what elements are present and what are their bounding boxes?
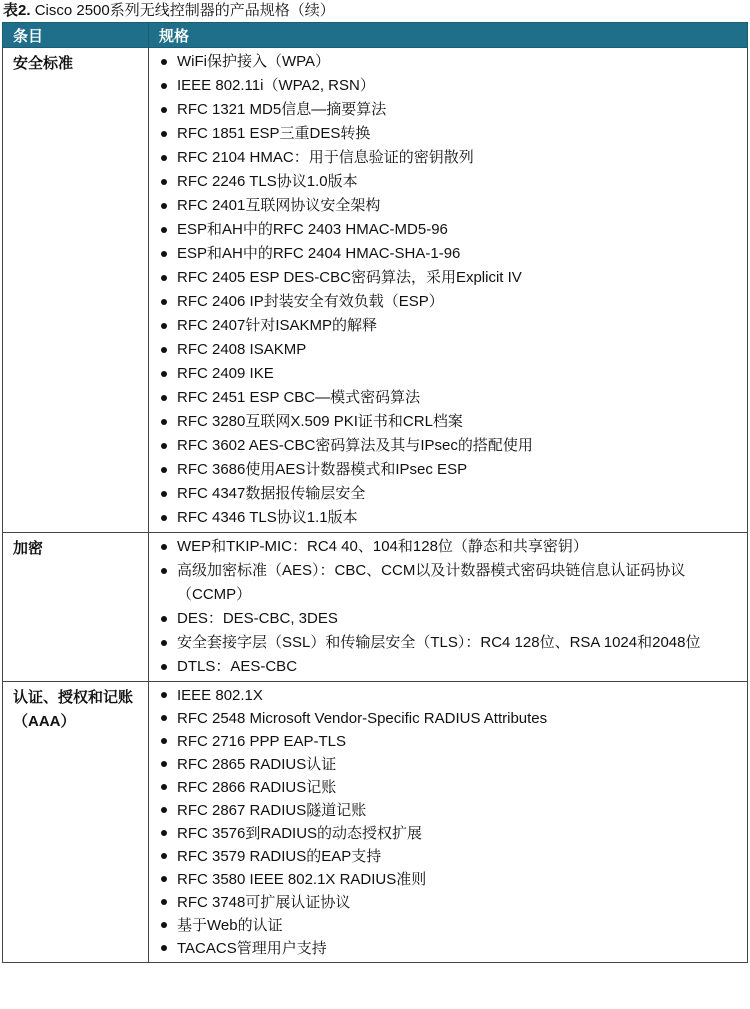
list-item: RFC 2716 PPP EAP-TLS	[155, 730, 741, 753]
list-item: RFC 4346 TLS协议1.1版本	[155, 506, 741, 530]
header-item: 条目	[3, 23, 149, 48]
list-item: RFC 1851 ESP三重DES转换	[155, 122, 741, 146]
spec-list	[155, 50, 741, 530]
list-item: RFC 3686使用AES计数器模式和IPsec ESP	[155, 458, 741, 482]
spec-cell	[149, 533, 748, 682]
table-row	[3, 48, 748, 533]
list-item: DES：DES-CBC, 3DES	[155, 607, 741, 631]
list-item: DTLS：AES-CBC	[155, 655, 741, 679]
list-item: RFC 2104 HMAC：用于信息验证的密钥散列	[155, 146, 741, 170]
spec-list	[155, 684, 741, 960]
list-item: RFC 3280互联网X.509 PKI证书和CRL档案	[155, 410, 741, 434]
list-item: RFC 3602 AES-CBC密码算法及其与IPsec的搭配使用	[155, 434, 741, 458]
list-item: RFC 1321 MD5信息—摘要算法	[155, 98, 741, 122]
list-item: RFC 2246 TLS协议1.0版本	[155, 170, 741, 194]
list-item: TACACS管理用户支持	[155, 937, 741, 960]
list-item: RFC 2409 IKE	[155, 362, 741, 386]
table-row	[3, 533, 748, 682]
list-item: RFC 2865 RADIUS认证	[155, 753, 741, 776]
spec-list	[155, 535, 741, 679]
list-item: RFC 2408 ISAKMP	[155, 338, 741, 362]
list-item: WEP和TKIP-MIC：RC4 40、104和128位（静态和共享密钥）	[155, 535, 741, 559]
list-item: WiFi保护接入（WPA）	[155, 50, 741, 74]
list-item: RFC 2401互联网协议安全架构	[155, 194, 741, 218]
list-item: RFC 2405 ESP DES-CBC密码算法，采用Explicit IV	[155, 266, 741, 290]
list-item: RFC 2866 RADIUS记账	[155, 776, 741, 799]
spec-table	[2, 22, 748, 963]
header-row	[3, 23, 748, 48]
list-item: 基于Web的认证	[155, 914, 741, 937]
list-item: RFC 3579 RADIUS的EAP支持	[155, 845, 741, 868]
list-item: IEEE 802.11i（WPA2, RSN）	[155, 74, 741, 98]
table-caption	[3, 2, 335, 20]
list-item: ESP和AH中的RFC 2403 HMAC-MD5-96	[155, 218, 741, 242]
list-item: RFC 2867 RADIUS隧道记账	[155, 799, 741, 822]
table-caption-text: Cisco 2500系列无线控制器的产品规格（续）	[34, 2, 335, 19]
category-security-standards: 安全标准	[3, 48, 149, 533]
list-item: RFC 3748可扩展认证协议	[155, 891, 741, 914]
list-item: IEEE 802.1X	[155, 684, 741, 707]
list-item: 高级加密标准（AES）：CBC、CCM以及计数器模式密码块链信息认证码协议（CCMP）	[155, 559, 741, 607]
list-item: RFC 4347数据报传输层安全	[155, 482, 741, 506]
list-item: RFC 2451 ESP CBC—模式密码算法	[155, 386, 741, 410]
list-item: ESP和AH中的RFC 2404 HMAC-SHA-1-96	[155, 242, 741, 266]
table-caption-number: 表2.	[3, 2, 31, 19]
spec-cell	[149, 48, 748, 533]
list-item: RFC 3580 IEEE 802.1X RADIUS准则	[155, 868, 741, 891]
list-item: RFC 2406 IP封装安全有效负载（ESP）	[155, 290, 741, 314]
spec-cell	[149, 682, 748, 963]
list-item: 安全套接字层（SSL）和传输层安全（TLS）：RC4 128位、RSA 1024和2048位	[155, 631, 741, 655]
category-encryption: 加密	[3, 533, 149, 682]
list-item: RFC 2407针对ISAKMP的解释	[155, 314, 741, 338]
header-spec: 规格	[149, 23, 748, 48]
table-row	[3, 682, 748, 963]
list-item: RFC 2548 Microsoft Vendor-Specific RADIUS Attributes	[155, 707, 741, 730]
category-aaa: 认证、授权和记账（AAA）	[3, 682, 149, 963]
list-item: RFC 3576到RADIUS的动态授权扩展	[155, 822, 741, 845]
